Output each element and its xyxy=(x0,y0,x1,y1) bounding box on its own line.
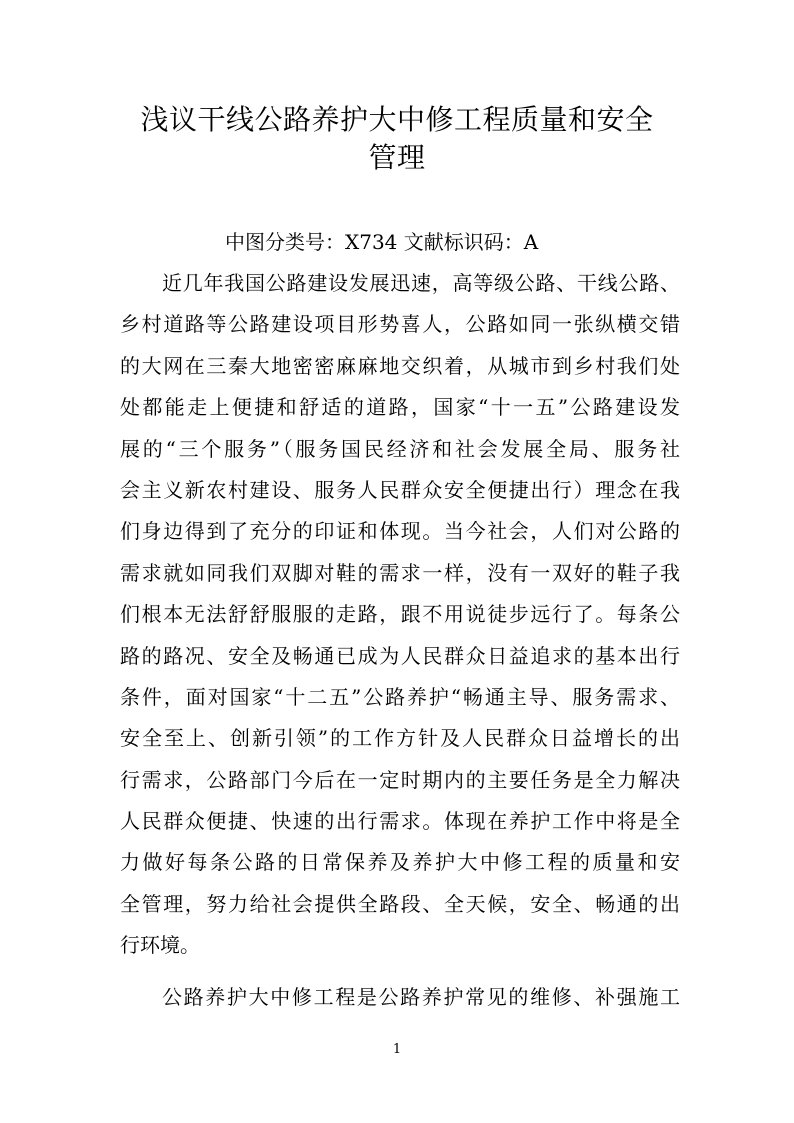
body-line: 处都能走上便捷和舒适的道路，国家“十一五”公路建设发 xyxy=(120,395,680,420)
classification-line: 中图分类号：X734 文献标识码：A xyxy=(225,230,539,254)
body-line: 们身边得到了充分的印证和体现。当今社会，人们对公路的 xyxy=(120,519,680,544)
body-line: 条件，面对国家“十二五”公路养护“畅通主导、服务需求、 xyxy=(120,684,680,709)
body-line: 力做好每条公路的日常保养及养护大中修工程的质量和安 xyxy=(120,850,680,875)
document-title-line-1: 浅议干线公路养护大中修工程质量和安全 xyxy=(140,103,654,136)
body-line: 行环境。 xyxy=(120,933,200,958)
body-line: 路的路况、安全及畅通已成为人民群众日益追求的基本出行 xyxy=(120,643,680,668)
body-line: 安全至上、创新引领”的工作方针及人民群众日益增长的出 xyxy=(120,726,680,751)
body-line: 乡村道路等公路建设项目形势喜人，公路如同一张纵横交错 xyxy=(120,312,680,337)
paragraph-1 xyxy=(120,263,680,967)
page-number: 1 xyxy=(392,1042,402,1057)
body-text xyxy=(120,263,680,1019)
body-line: 全管理，努力给社会提供全路段、全天候，安全、畅通的出 xyxy=(120,891,680,916)
body-line: 会主义新农村建设、服务人民群众安全便捷出行）理念在我 xyxy=(120,477,680,502)
body-line: 的大网在三秦大地密密麻麻地交织着，从城市到乡村我们处 xyxy=(120,353,680,378)
document-title xyxy=(0,101,794,177)
body-line: 近几年我国公路建设发展迅速，高等级公路、干线公路、 xyxy=(162,271,680,295)
body-line: 公路养护大中修工程是公路养护常见的维修、补强施工 xyxy=(162,985,680,1010)
body-line: 展的“三个服务”（服务国民经济和社会发展全局、服务社 xyxy=(120,436,680,461)
body-line: 行需求，公路部门今后在一定时期内的主要任务是全力解决 xyxy=(120,767,680,792)
paragraph-2 xyxy=(120,977,680,1018)
body-line: 人民群众便捷、快速的出行需求。体现在养护工作中将是全 xyxy=(120,809,680,834)
body-line: 需求就如同我们双脚对鞋的需求一样，没有一双好的鞋子我 xyxy=(120,560,680,585)
body-line: 们根本无法舒舒服服的走路，跟不用说徒步远行了。每条公 xyxy=(120,602,680,627)
document-title-line-2: 管理 xyxy=(368,141,426,174)
